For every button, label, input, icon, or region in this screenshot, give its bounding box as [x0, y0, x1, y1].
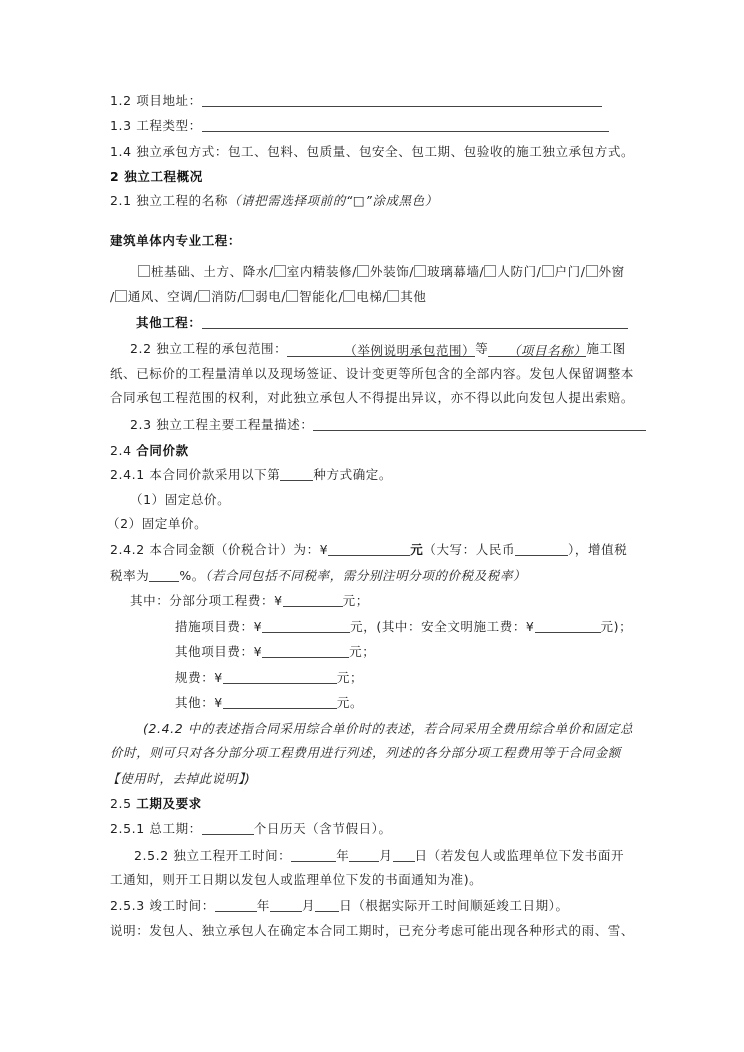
item-2-2-line3: 合同承包工程范围的权利，对此独立承包人不得提出异议，亦不得以此向发包人提出索赔。	[110, 390, 635, 405]
text: 2.5.1 总工期：	[110, 821, 202, 836]
checkbox-label: 人防门/	[497, 264, 542, 279]
checkbox[interactable]	[115, 290, 127, 302]
separator: /	[110, 289, 115, 304]
measures-fee-field[interactable]	[262, 618, 350, 633]
item-1-4: 1.4 独立承包方式：包工、包料、包质量、包安全、包工期、包验收的施工独立承包方式。	[110, 144, 635, 159]
checkbox[interactable]	[242, 290, 254, 302]
checkbox[interactable]	[484, 265, 496, 277]
end-day-field[interactable]	[315, 897, 339, 912]
text: 税率为	[110, 568, 150, 583]
item-2-2-line2: 纸、已标价的工程量清单以及现场签证、设计变更等所包含的全部内容。发包人保留调整本	[110, 366, 635, 381]
checkbox-label: 电梯/	[356, 289, 388, 304]
text: 施工图	[586, 341, 626, 356]
title: 工期及要求	[136, 796, 202, 811]
checkbox-label: 室内精装修/	[286, 264, 358, 279]
note-line-3: 【使用时，去掉此说明】)	[107, 771, 251, 786]
text: 其中：分部分项工程费：¥	[130, 593, 283, 608]
text: （大写：人民币	[423, 542, 516, 557]
end-year-field[interactable]	[215, 897, 257, 912]
checkbox[interactable]	[274, 265, 286, 277]
text: 2.4.1 本合同价款采用以下第	[110, 467, 281, 482]
text: 其他：¥	[175, 695, 223, 710]
project-name-hint: （项目名称）	[507, 343, 587, 358]
checkbox-label: 户门/	[554, 264, 586, 279]
item-2-4-2-line2	[110, 567, 526, 585]
text: 元	[410, 542, 424, 557]
text: 2.4.2 本合同金额（价税合计）为：¥	[110, 542, 329, 557]
checkbox-label: 外窗	[598, 264, 625, 279]
breakdown-others	[175, 694, 363, 712]
text: 元，(其中：安全文明施工费：¥	[350, 619, 535, 634]
text: 元；	[336, 670, 364, 685]
item-2-4-2	[110, 541, 627, 559]
checkbox[interactable]	[387, 290, 399, 302]
duration-field[interactable]	[202, 820, 254, 835]
others-field[interactable]	[223, 694, 337, 709]
text: 月	[379, 848, 393, 863]
num: 2.5	[110, 796, 137, 811]
text: 元；	[342, 593, 369, 608]
label: 2.1 独立工程的名称	[110, 193, 228, 208]
breakdown-sub	[130, 592, 369, 610]
num: 2.4	[110, 443, 137, 458]
breakdown-other-items	[175, 643, 375, 661]
start-day-field[interactable]	[393, 847, 415, 862]
item-2-3	[130, 416, 646, 434]
item-2-4-1	[110, 466, 392, 484]
checkbox-label: 其他	[400, 289, 427, 304]
text: 规费：¥	[175, 670, 223, 685]
item-1-2	[110, 92, 602, 110]
text: 2.5.3 竣工时间：	[110, 898, 215, 913]
end-month-field[interactable]	[270, 897, 302, 912]
text: 等	[475, 341, 489, 356]
text: 日（根据实际开工时间顺延竣工日期）。	[339, 898, 569, 913]
building-works-heading: 建筑单体内专业工程：	[110, 233, 242, 248]
amount-words-field[interactable]	[515, 541, 568, 556]
safety-fee-field[interactable]	[535, 618, 601, 633]
project-address-field[interactable]	[202, 92, 602, 107]
checkbox-label: 消防/	[211, 289, 243, 304]
checkbox-label: 玻璃幕墙/	[427, 264, 485, 279]
checkbox[interactable]	[357, 265, 369, 277]
checkbox[interactable]	[198, 290, 210, 302]
note-line-1: (2.4.2 中的表述指合同采用综合单价时的表述，若合同采用全费用综合单价和固定总	[143, 721, 634, 736]
checkbox-row-2	[110, 288, 427, 306]
label: 2.3 独立工程主要工程量描述：	[130, 417, 314, 432]
scope-hint: （举例说明承包范围）	[344, 343, 476, 358]
text: 年	[256, 898, 270, 913]
checkbox[interactable]	[286, 290, 298, 302]
label: 1.2 项目地址：	[110, 93, 202, 108]
item-2-5-1	[110, 820, 392, 838]
text: 措施项目费：¥	[175, 619, 263, 634]
title: 合同价款	[136, 443, 189, 458]
checkbox[interactable]	[414, 265, 426, 277]
label: 2.2 独立工程的承包范围：	[130, 341, 288, 356]
text: 日（若发包人或监理单位下发书面开	[414, 848, 625, 863]
text: 种方式确定。	[313, 467, 392, 482]
item-1-3	[110, 117, 609, 135]
method-field[interactable]	[280, 466, 313, 481]
checkbox[interactable]	[343, 290, 355, 302]
checkbox-label: 桩基础、土方、降水/	[151, 264, 274, 279]
checkbox-label: 通风、空调/	[127, 289, 199, 304]
checkbox[interactable]	[586, 265, 598, 277]
scope-field[interactable]	[287, 342, 475, 357]
quantity-description-field[interactable]	[313, 416, 646, 431]
fees-field[interactable]	[223, 669, 337, 684]
checkbox[interactable]	[138, 265, 150, 277]
text: %。	[179, 568, 205, 583]
checkbox-label: 弱电/	[255, 289, 287, 304]
text: 个日历天（含节假日）。	[253, 821, 392, 836]
breakdown-measures	[175, 618, 632, 636]
amount-field[interactable]	[328, 541, 410, 556]
other-works-field[interactable]	[202, 314, 628, 329]
text: ），增值税	[568, 542, 628, 557]
note-line-2: 价时，则可只对各分部分项工程费用进行列述，列述的各分部分项工程费用等于合同金额	[110, 745, 621, 760]
item-2-5-3	[110, 897, 569, 915]
project-name-field[interactable]	[488, 342, 586, 357]
option-1: （1）固定总价。	[130, 492, 231, 507]
tax-rate-field[interactable]	[149, 567, 179, 582]
text: 其他项目费：¥	[175, 644, 263, 659]
start-year-field[interactable]	[291, 847, 336, 862]
item-2-1	[110, 192, 438, 210]
text: 元；	[349, 644, 376, 659]
text: 年	[336, 848, 350, 863]
project-type-field[interactable]	[202, 117, 609, 132]
checkbox[interactable]	[542, 265, 554, 277]
label: 其他工程：	[136, 315, 202, 330]
text: 元。	[336, 695, 364, 710]
breakdown-fees	[175, 669, 363, 687]
note: （请把需选择项前的“□”涂成黑色）	[227, 193, 438, 208]
note: （若合同包括不同税率，需分别注明分项的价税及税率）	[204, 568, 527, 583]
start-month-field[interactable]	[349, 847, 379, 862]
checkbox-label: 智能化/	[299, 289, 344, 304]
item-2-5-2	[134, 847, 624, 865]
checkbox-row-1	[138, 263, 625, 281]
explanation: 说明：发包人、独立承包人在确定本合同工期时，已充分考虑可能出现各种形式的雨、雪、	[110, 923, 635, 938]
text: 月	[302, 898, 316, 913]
checkbox-label: 外装饰/	[370, 264, 415, 279]
text: 元)；	[600, 619, 633, 634]
section-2-heading: 2 独立工程概况	[110, 169, 203, 184]
text: 2.5.2 独立工程开工时间：	[134, 848, 292, 863]
other-works	[136, 314, 628, 332]
other-items-fee-field[interactable]	[262, 643, 349, 658]
item-2-2	[130, 340, 626, 358]
section-2-4-heading	[110, 442, 189, 460]
item-2-5-2-line2: 工通知，则开工日期以发包人或监理单位下发的书面通知为准)。	[110, 872, 483, 887]
option-2: （2）固定单价。	[107, 516, 208, 531]
label: 1.3 工程类型：	[110, 118, 202, 133]
sub-fee-field[interactable]	[283, 592, 343, 607]
section-2-5-heading	[110, 795, 202, 813]
